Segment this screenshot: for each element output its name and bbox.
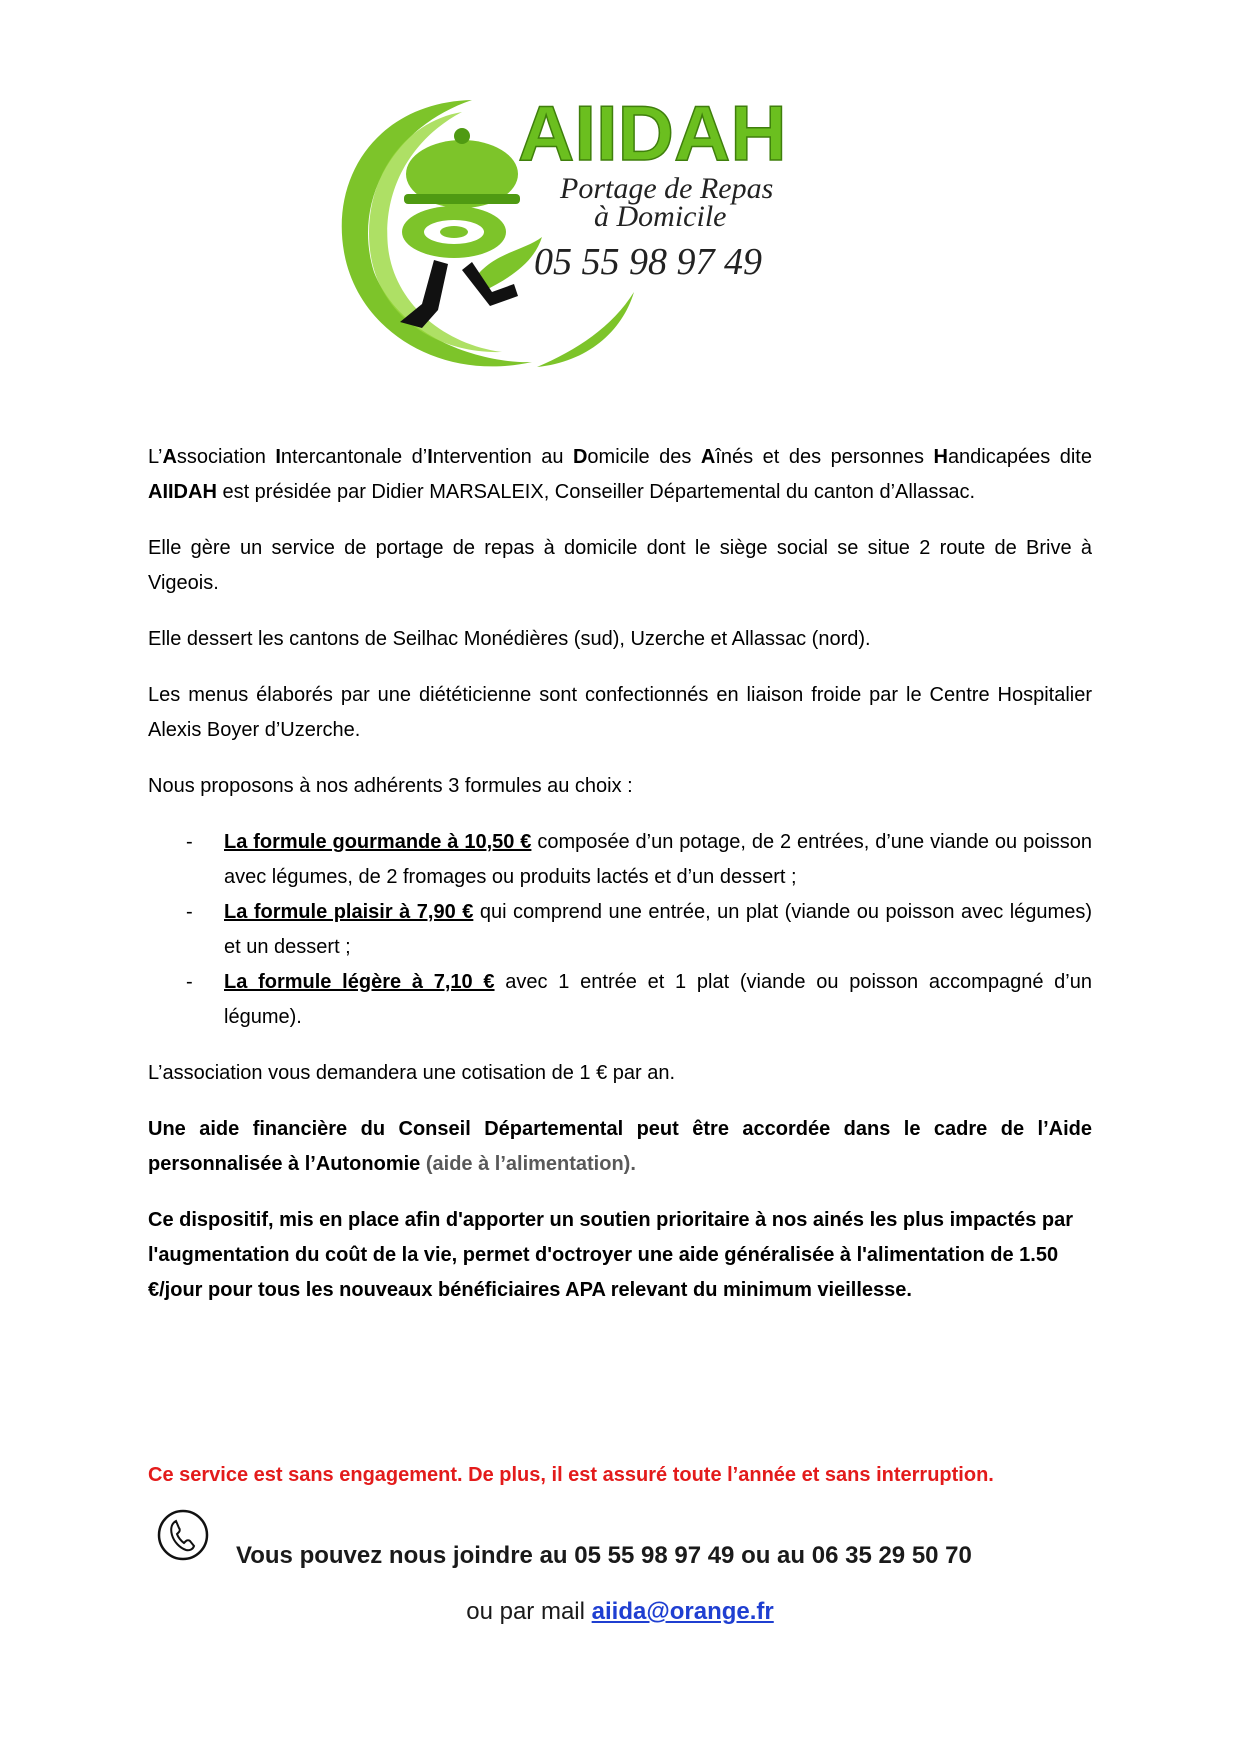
phone-contact [156,1508,1096,1568]
formula-item-gourmande [148,825,1092,895]
logo-graphic [322,82,902,382]
logo-brand: AIIDAH [518,89,787,177]
dispositif-paragraph: Ce dispositif, mis en place afin d'apporter un soutien prioritaire à nos ainés les plus impactés par l'augmentation du coût de la vie, permet d'octroyer une aide généralisée à l'alimentation de 1.50 €/jour pour tous les nouveaux bénéficiaires APA relevant du minimum vieillesse. [148,1209,1073,1301]
engagement-notice [148,1458,1092,1493]
formula-item-legere [148,965,1092,1035]
formula-item-plaisir [148,895,1092,965]
formula-list [148,825,1092,1035]
mail-prefix: ou par mail [466,1598,592,1625]
main-content [148,440,1092,1329]
formula-title: La formule légère à 7,10 € [224,971,495,993]
logo-phone: 05 55 98 97 49 [534,241,762,283]
siege-paragraph: Elle gère un service de portage de repas à domicile dont le siège social se situe 2 route de Brive à Vigeois. [148,537,1092,594]
aide-paragraph [148,1112,1092,1182]
logo-tagline-2: à Domicile [594,200,727,233]
aide-bold-text: Une aide financière du Conseil Départemental peut être accordée dans le cadre de l’Aide personnalisée à l’Autonomie [148,1118,1092,1175]
phone-icon [156,1508,210,1562]
formula-text: composée d’un potage, de 2 entrées, d’une viande ou poisson avec légumes, de 2 fromages ou produits lactés et d’un dessert ; [224,831,1093,888]
engagement-text: Ce service est sans engagement. De plus, il est assuré toute l’année et sans interruption. [148,1464,994,1486]
cotisation-paragraph: L’association vous demandera une cotisation de 1 € par an. [148,1062,676,1084]
formulas-intro: Nous proposons à nos adhérents 3 formules au choix : [148,775,633,797]
bullet-dash: - [186,901,193,923]
mail-contact [0,1598,1240,1626]
aiidah-logo [322,82,902,382]
email-link[interactable]: aiida@orange.fr [591,1598,774,1625]
cantons-paragraph: Elle dessert les cantons de Seilhac Monédières (sud), Uzerche et Allassac (nord). [148,628,871,650]
bullet-dash: - [186,971,193,993]
formula-title: La formule plaisir à 7,90 € [224,901,474,923]
formula-text: avec 1 entrée et 1 plat (viande ou poisson accompagné d’un légume). [224,971,1092,1028]
intro-paragraph: L’Association Intercantonale d’Intervention au Domicile des Aînés et des personnes Handicapées dite AIIDAH est présidée par Didier MARSALEIX, Conseiller Départemental du canton d’Allassac. [148,446,1092,503]
bullet-dash: - [186,831,193,853]
formula-text: qui comprend une entrée, un plat (viande ou poisson avec légumes) et un dessert ; [224,901,1092,958]
menus-paragraph: Les menus élaborés par une diététicienne sont confectionnés en liaison froide par le Centre Hospitalier Alexis Boyer d’Uzerche. [148,684,1092,741]
phone-numbers: Vous pouvez nous joindre au 05 55 98 97 49 ou au 06 35 29 50 70 [236,1542,972,1569]
formula-title: La formule gourmande à 10,50 € [224,831,532,853]
aide-grey-text: (aide à l’alimentation). [420,1153,636,1175]
logo-tagline-1: Portage de Repas [560,172,774,205]
